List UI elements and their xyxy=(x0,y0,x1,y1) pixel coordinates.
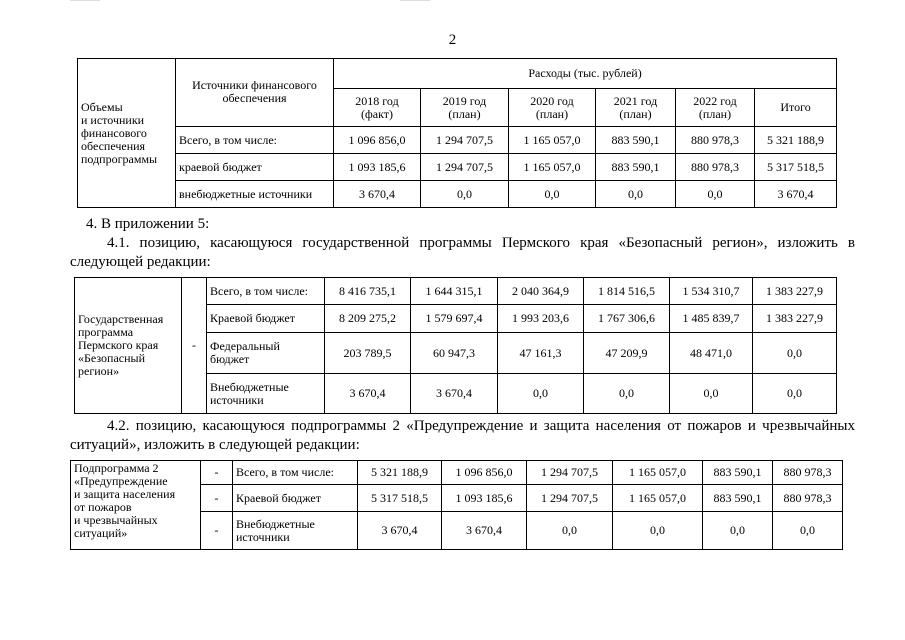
cell-value: 0,0 xyxy=(421,181,509,208)
cell-value: 203 789,5 xyxy=(325,333,411,374)
row-label: Всего, в том числе: xyxy=(207,278,325,305)
expenses-header: Расходы (тыс. рублей) xyxy=(334,59,837,89)
dash-cell: - xyxy=(201,461,233,485)
year-header: 2019 год (план) xyxy=(421,89,509,127)
cell-value: 0,0 xyxy=(676,181,755,208)
cell-value: 1 096 856,0 xyxy=(442,461,527,485)
cell-value: 5 321 188,9 xyxy=(755,127,837,154)
cell-value: 0,0 xyxy=(703,512,773,550)
cell-value: 47 209,9 xyxy=(584,333,670,374)
subprogram-2-finance-table xyxy=(70,460,843,550)
subprogram-2-label: Подпрограмма 2 «Предупреждение и защита населения от пожаров и чрезвычайных ситуаций» xyxy=(71,461,201,550)
table-row xyxy=(71,461,843,485)
subprogram-finance-table xyxy=(77,58,837,208)
total-header: Итого xyxy=(755,89,837,127)
cell-value: 1 579 697,4 xyxy=(411,305,498,333)
cell-value: 1 294 707,5 xyxy=(527,461,613,485)
cell-value: 0,0 xyxy=(527,512,613,550)
cell-value: 1 165 057,0 xyxy=(613,461,703,485)
year-header: 2022 год (план) xyxy=(676,89,755,127)
scan-edge-mark xyxy=(400,0,430,1)
row-label: Всего, в том числе: xyxy=(176,127,334,154)
year-header: 2020 год (план) xyxy=(509,89,596,127)
cell-value: 1 294 707,5 xyxy=(527,485,613,512)
cell-value: 3 670,4 xyxy=(411,374,498,414)
cell-value: 3 670,4 xyxy=(442,512,527,550)
cell-value: 1 165 057,0 xyxy=(509,154,596,181)
cell-value: 880 978,3 xyxy=(676,154,755,181)
cell-value: 0,0 xyxy=(773,512,843,550)
cell-value: 8 416 735,1 xyxy=(325,278,411,305)
cell-value: 880 978,3 xyxy=(773,485,843,512)
cell-value: 880 978,3 xyxy=(676,127,755,154)
year-header: 2018 год (факт) xyxy=(334,89,421,127)
page-number: 2 xyxy=(448,32,457,48)
section-4-1-text: 4.1. позицию, касающуюся государственной программы Пермского края «Безопасный регион», изложить в следующей редакции: xyxy=(70,235,855,270)
cell-value: 1 485 839,7 xyxy=(670,305,753,333)
cell-value: 880 978,3 xyxy=(773,461,843,485)
table-row xyxy=(78,154,837,181)
cell-value: 1 093 185,6 xyxy=(442,485,527,512)
cell-value: 0,0 xyxy=(584,374,670,414)
cell-value: 1 383 227,9 xyxy=(753,278,837,305)
cell-value: 1 993 203,6 xyxy=(498,305,584,333)
cell-value: 5 321 188,9 xyxy=(358,461,442,485)
cell-value: 1 294 707,5 xyxy=(421,154,509,181)
cell-value: 3 670,4 xyxy=(334,181,421,208)
cell-value: 883 590,1 xyxy=(703,485,773,512)
row-label: Всего, в том числе: xyxy=(233,461,358,485)
row-label: Федеральный бюджет xyxy=(207,333,325,374)
cell-value: 47 161,3 xyxy=(498,333,584,374)
row-label: Краевой бюджет xyxy=(233,485,358,512)
dash-cell: - xyxy=(201,512,233,550)
cell-value: 883 590,1 xyxy=(596,154,676,181)
cell-value: 0,0 xyxy=(613,512,703,550)
row-label: Внебюджетные источники xyxy=(233,512,358,550)
row-label: Краевой бюджет xyxy=(207,305,325,333)
cell-value: 3 670,4 xyxy=(358,512,442,550)
section-4-2-text: 4.2. позицию, касающуюся подпрограммы 2 «Предупреждение и защита населения от пожаров и чрезвычайных ситуаций», изложить в следующей редакции: xyxy=(70,418,855,453)
cell-value: 1 767 306,6 xyxy=(584,305,670,333)
cell-value: 1 644 315,1 xyxy=(411,278,498,305)
cell-value: 8 209 275,2 xyxy=(325,305,411,333)
year-header: 2021 год (план) xyxy=(596,89,676,127)
cell-value: 3 670,4 xyxy=(325,374,411,414)
dash-cell: - xyxy=(182,278,207,414)
scan-edge-mark xyxy=(70,0,100,1)
table-row xyxy=(78,127,837,154)
cell-value: 0,0 xyxy=(753,374,837,414)
cell-value: 0,0 xyxy=(670,374,753,414)
cell-value: 1 165 057,0 xyxy=(613,485,703,512)
cell-value: 0,0 xyxy=(509,181,596,208)
cell-value: 5 317 518,5 xyxy=(755,154,837,181)
cell-value: 2 040 364,9 xyxy=(498,278,584,305)
cell-value: 1 093 185,6 xyxy=(334,154,421,181)
cell-value: 1 294 707,5 xyxy=(421,127,509,154)
subprogram-finance-label: Объемы и источники финансового обеспечения подпрограммы xyxy=(78,59,176,208)
cell-value: 0,0 xyxy=(498,374,584,414)
row-label: Внебюджетные источники xyxy=(207,374,325,414)
cell-value: 5 317 518,5 xyxy=(358,485,442,512)
cell-value: 1 165 057,0 xyxy=(509,127,596,154)
cell-value: 1 383 227,9 xyxy=(753,305,837,333)
state-program-finance-table xyxy=(74,277,837,414)
table-row xyxy=(75,278,837,305)
dash-cell: - xyxy=(201,485,233,512)
row-label: краевой бюджет xyxy=(176,154,334,181)
cell-value: 1 534 310,7 xyxy=(670,278,753,305)
cell-value: 0,0 xyxy=(596,181,676,208)
cell-value: 0,0 xyxy=(753,333,837,374)
cell-value: 1 814 516,5 xyxy=(584,278,670,305)
cell-value: 3 670,4 xyxy=(755,181,837,208)
cell-value: 883 590,1 xyxy=(596,127,676,154)
cell-value: 60 947,3 xyxy=(411,333,498,374)
section-4-heading: 4. В приложении 5: xyxy=(86,216,210,232)
row-label: внебюджетные источники xyxy=(176,181,334,208)
state-program-label: Государственная программа Пермского края «Безопасный регион» xyxy=(75,278,182,414)
cell-value: 48 471,0 xyxy=(670,333,753,374)
sources-header: Источники финансового обеспечения xyxy=(176,59,334,127)
cell-value: 1 096 856,0 xyxy=(334,127,421,154)
cell-value: 883 590,1 xyxy=(703,461,773,485)
table-row xyxy=(78,181,837,208)
